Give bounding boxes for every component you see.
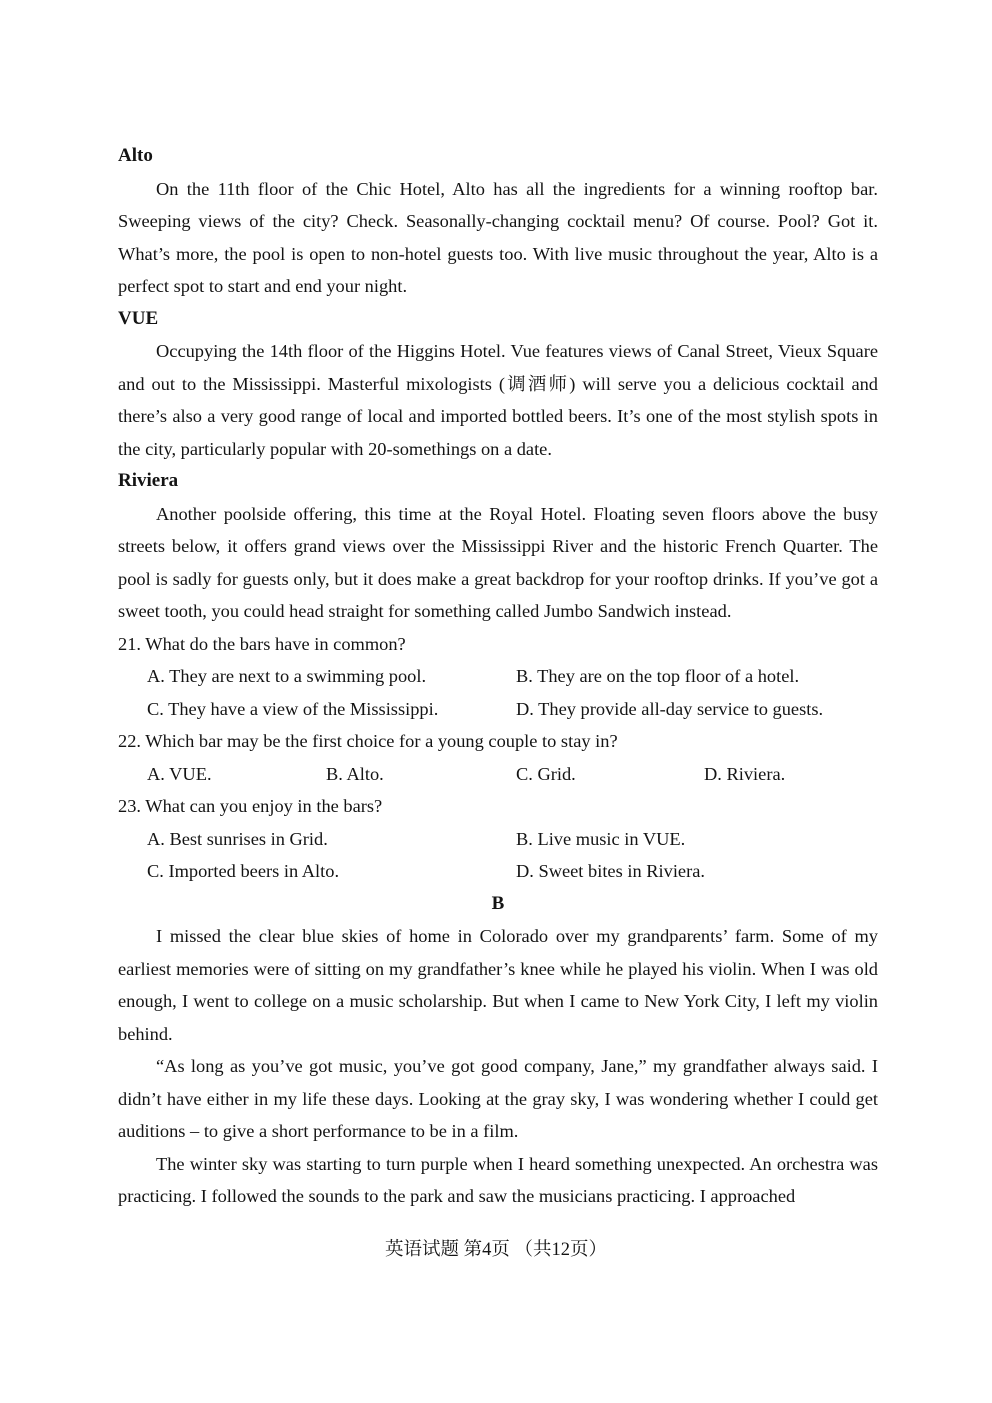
- bar-alto: [118, 140, 878, 303]
- bar-heading: Riviera: [118, 470, 179, 491]
- question-stem: 21. What do the bars have in common?: [118, 633, 406, 654]
- option-b: B. Alto.: [326, 763, 384, 784]
- option-d: D. Sweet bites in Riviera.: [516, 861, 705, 881]
- option-b: B. They are on the top floor of a hotel.: [516, 666, 800, 686]
- question-stem: 23. What can you enjoy in the bars?: [118, 796, 383, 816]
- option-a: A. VUE.: [147, 763, 212, 784]
- option-a: A. Best sunrises in Grid.: [147, 828, 328, 849]
- bar-vue: [118, 303, 878, 466]
- section-b-label: B: [491, 892, 505, 914]
- option-b: B. Live music in VUE.: [516, 828, 686, 849]
- option-row: [118, 758, 878, 791]
- option-row: [118, 693, 878, 726]
- bar-heading: Alto: [118, 145, 153, 166]
- bar-description: Occupying the 14th floor of the Higgins Hotel. Vue features views of Canal Street, Vieux Square and out to the Mississippi. Masterful mixologists (调酒师) will serve you a delicious cocktail and there’s also a very good range of local and imported bottled beers. It’s one of the most stylish spots in the city, particularly popular with 20-somethings on a date.: [118, 341, 878, 459]
- question-22: [118, 725, 878, 790]
- option-c: C. Imported beers in Alto.: [147, 861, 340, 881]
- option-c: C. Grid.: [516, 763, 576, 784]
- option-a: A. They are next to a swimming pool.: [147, 666, 427, 686]
- bar-riviera: [118, 465, 878, 628]
- page-footer: 英语试题 第4页 （共12页）: [384, 1240, 607, 1260]
- question-21: [118, 628, 878, 726]
- bar-heading: VUE: [118, 307, 159, 329]
- question-23: [118, 790, 878, 888]
- passage-paragraph: I missed the clear blue skies of home in Colorado over my grandparents’ farm. Some of my earliest memories were of sitting on my grandfather’s knee while he played his violin. When I was old enough, I went to college on a music scholarship. But when I came to New York City, I left my violin behind.: [118, 926, 878, 1044]
- passage-paragraph: “As long as you’ve got music, you’ve got good company, Jane,” my grandfather always said. I didn’t have either in my life these days. Looking at the gray sky, I was wondering whether I could get auditions – to give a short performance to be in a film.: [118, 1056, 878, 1141]
- option-row: [118, 855, 878, 888]
- question-stem: 22. Which bar may be the first choice for a young couple to stay in?: [118, 731, 618, 751]
- passage-paragraph: The winter sky was starting to turn purple when I heard something unexpected. An orchestra was practicing. I followed the sounds to the park and saw the musicians practicing. I approached: [118, 1153, 878, 1206]
- option-row: [118, 823, 878, 856]
- section-b-passage: [118, 920, 878, 1213]
- page-content: [118, 140, 878, 1213]
- option-d: D. They provide all-day service to guests.: [516, 698, 824, 719]
- bar-description: On the 11th floor of the Chic Hotel, Alto has all the ingredients for a winning rooftop bar. Sweeping views of the city? Check. Seasonally-changing cocktail menu? Of course. Pool? Got it. What’s more, the pool is open to non-hotel guests too. With live music throughout the year, Alto is a perfect spot to start and end your night.: [118, 178, 878, 296]
- option-row: [118, 660, 878, 693]
- bar-description: Another poolside offering, this time at the Royal Hotel. Floating seven floors above the busy streets below, it offers grand views over the Mississippi River and the historic French Quarter. The pool is sadly for guests only, but it does make a great backdrop for your rooftop drinks. If you’ve got a sweet tooth, you could head straight for something called Jumbo Sandwich instead.: [118, 503, 878, 621]
- option-d: D. Riviera.: [704, 763, 786, 784]
- option-c: C. They have a view of the Mississippi.: [147, 698, 439, 719]
